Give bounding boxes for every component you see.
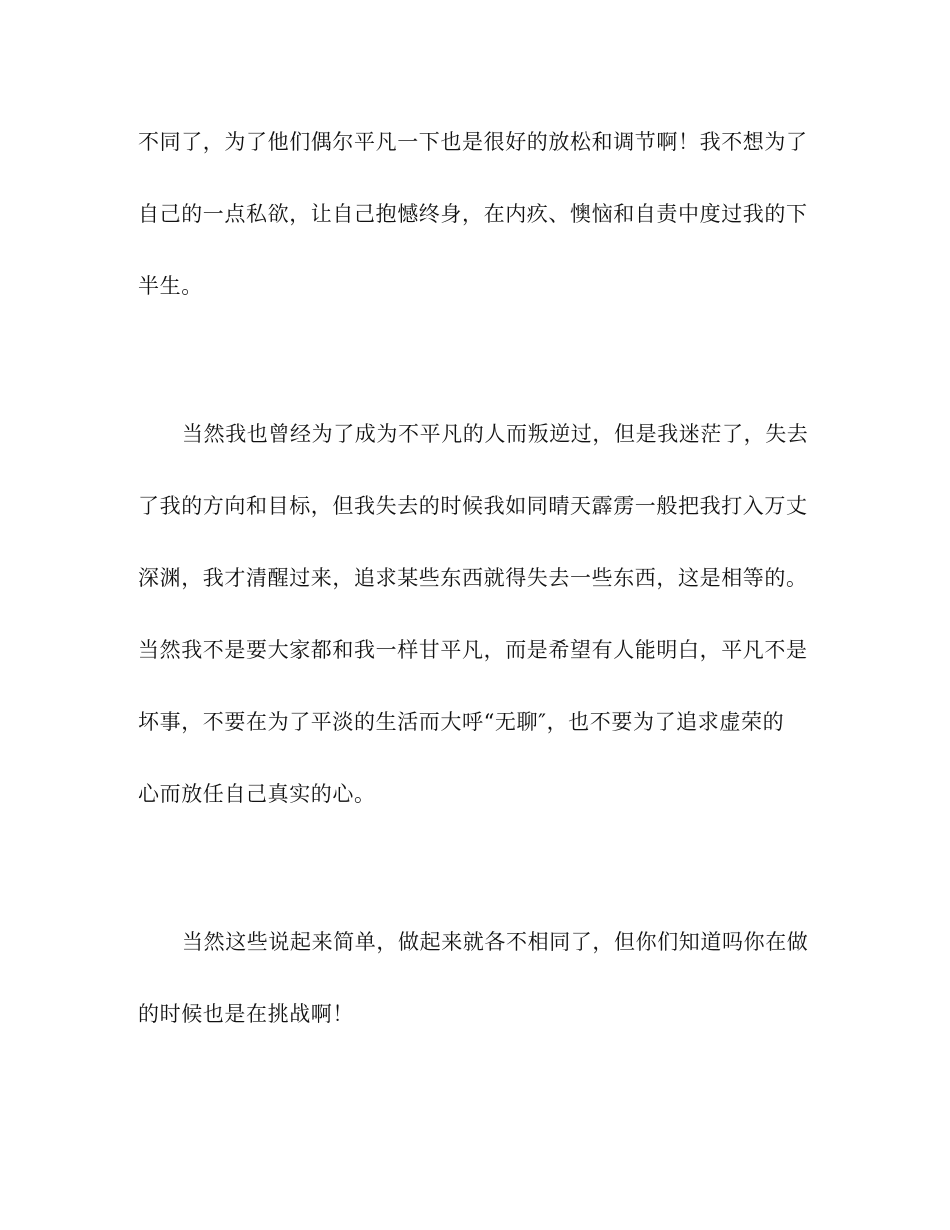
paragraph-1-line-3: 半生。 — [138, 274, 203, 298]
paragraph-2-line-3: 深渊，我才清醒过来，追求某些东西就得失去一些东西，这是相等的。 — [138, 566, 808, 590]
paragraph-2-line-6: 心而放任自己真实的心。 — [138, 782, 376, 806]
paragraph-1-line-1: 不同了，为了他们偶尔平凡一下也是很好的放松和调节啊！我不想为了 — [138, 130, 808, 154]
paragraph-2-line-5: 坏事，不要在为了平淡的生活而大呼“无聊″，也不要为了追求虚荣的 — [138, 710, 785, 734]
paragraph-2-line-2: 了我的方向和目标，但我失去的时候我如同晴天霹雳一般把我打入万丈 — [138, 494, 808, 518]
paragraph-2-line-4: 当然我不是要大家都和我一样甘平凡，而是希望有人能明白，平凡不是 — [138, 638, 808, 662]
paragraph-2-line-1: 当然我也曾经为了成为不平凡的人而叛逆过，但是我迷茫了，失去 — [182, 422, 809, 446]
paragraph-3-line-1: 当然这些说起来简单，做起来就各不相同了，但你们知道吗你在做 — [182, 930, 809, 954]
paragraph-1-line-2: 自己的一点私欲，让自己抱憾终身，在内疚、懊恼和自责中度过我的下 — [138, 202, 808, 226]
paragraph-3-line-2: 的时候也是在挑战啊！ — [138, 1002, 354, 1026]
